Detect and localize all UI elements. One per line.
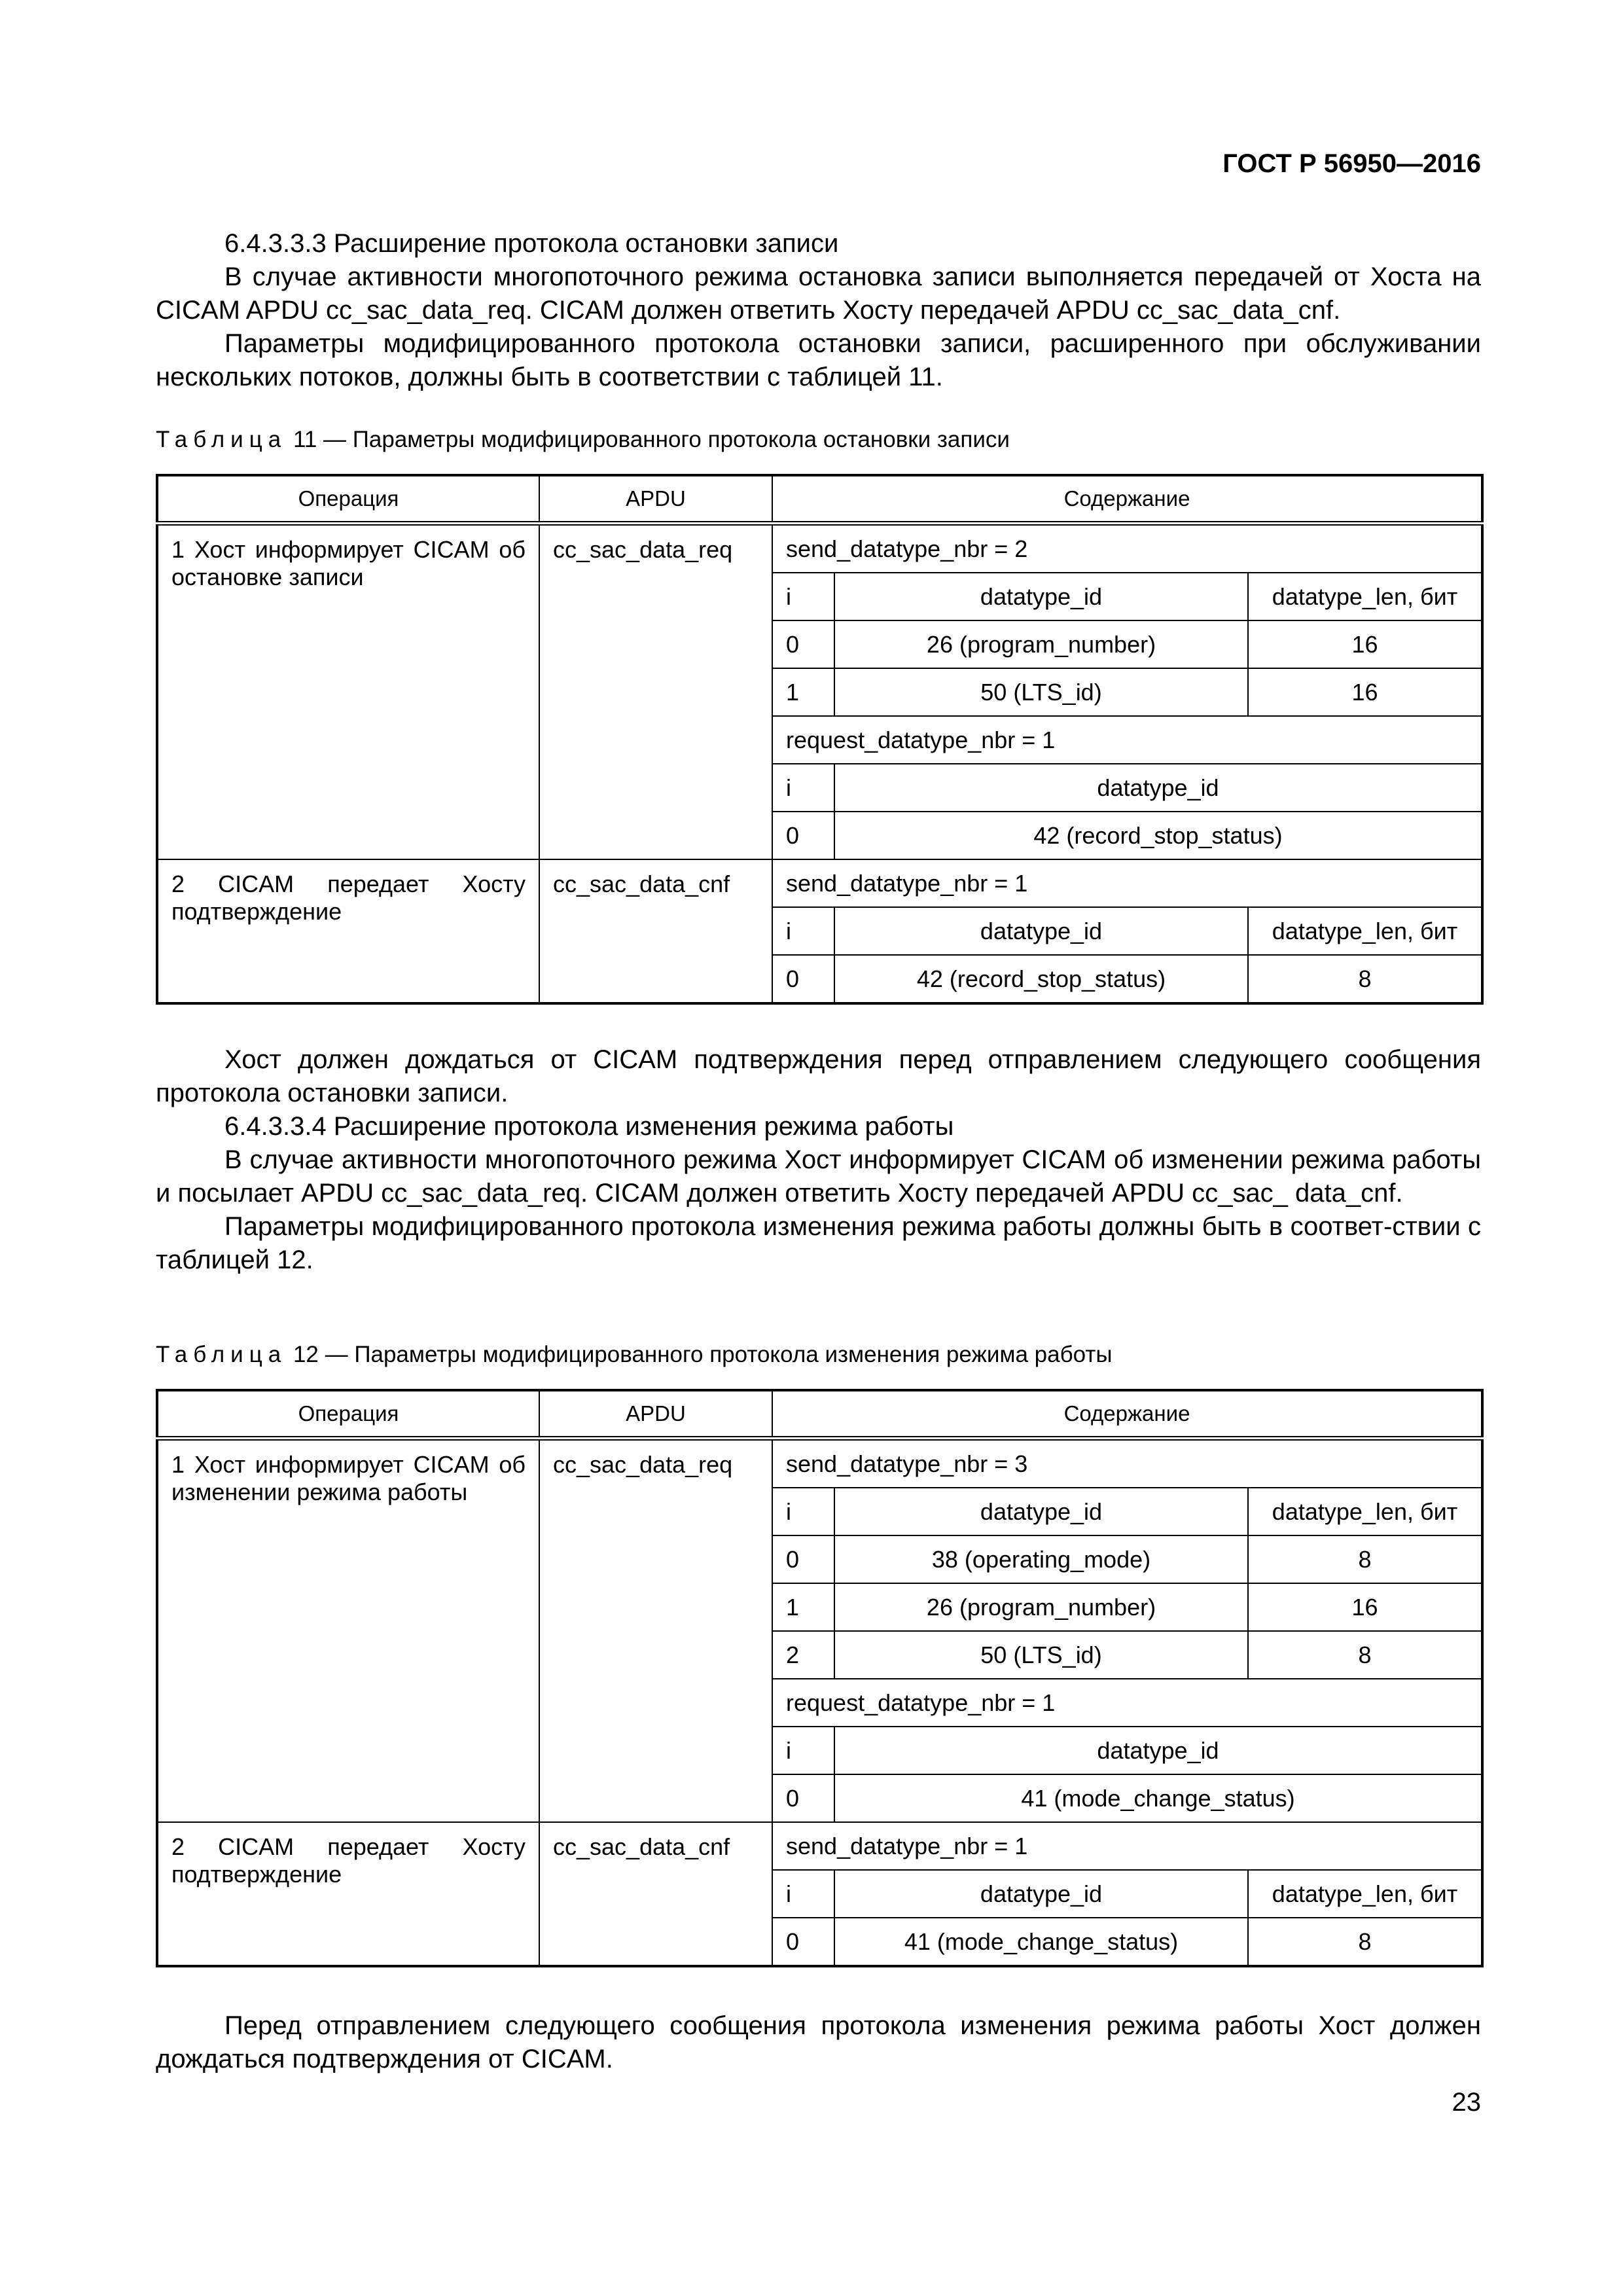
index-cell: 0	[772, 1918, 834, 1966]
apdu-cell: cc_sac_data_cnf	[539, 1822, 772, 1966]
index-cell: i	[772, 573, 834, 620]
operation-cell: 2 CICAM передает Хосту подтверждение	[157, 1822, 539, 1966]
section-title: 6.4.3.3.3 Расширение протокола остановки записи	[224, 229, 839, 258]
paragraph: В случае активности многопоточного режима остановка записи выполняется передачей от Хоста на CICAM APDU cc_sac_data_req. CICAM должен ответить Хосту передачей APDU cc_sac_data_cnf.	[156, 262, 1481, 325]
datatype-len-cell: 16	[1248, 1583, 1482, 1631]
index-cell: i	[772, 1870, 834, 1918]
content-param-cell: send_datatype_nbr = 3	[772, 1439, 1482, 1488]
caption-label: Таблица	[156, 1342, 287, 1367]
datatype-id-cell: 50 (LTS_id)	[834, 668, 1248, 716]
paragraph: Параметры модифицированного протокола изменения режима работы должны быть в соответ-ствии с таблицей 12.	[156, 1212, 1481, 1274]
datatype-id-cell: 50 (LTS_id)	[834, 1631, 1248, 1679]
datatype-id-cell: 41 (mode_change_status)	[834, 1918, 1248, 1966]
datatype-id-cell: datatype_id	[834, 1870, 1248, 1918]
paragraph: В случае активности многопоточного режима Хост информирует CICAM об изменении режима работы и посылает APDU cc_sac_data_req. CICAM должен ответить Хосту передачей APDU cc_sac_ data_cnf.	[156, 1145, 1481, 1208]
datatype-len-cell: datatype_len, бит	[1248, 1870, 1482, 1918]
index-cell: 1	[772, 668, 834, 716]
header-operation: Операция	[157, 475, 539, 524]
datatype-len-cell: 16	[1248, 620, 1482, 668]
table-11-caption	[156, 425, 1481, 454]
index-cell: i	[772, 907, 834, 955]
document-id-header: ГОСТ Р 56950—2016	[1222, 149, 1481, 178]
index-cell: 0	[772, 812, 834, 859]
header-row	[157, 1390, 1482, 1439]
content-param-cell: request_datatype_nbr = 1	[772, 1679, 1482, 1727]
operation-cell: 1 Хост информирует CICAM об изменении режима работы	[157, 1439, 539, 1823]
index-cell: 1	[772, 1583, 834, 1631]
index-cell: i	[772, 1488, 834, 1535]
datatype-len-cell: 8	[1248, 1631, 1482, 1679]
closing-section	[156, 2009, 1481, 2076]
section-title: 6.4.3.3.4 Расширение протокола изменения режима работы	[224, 1112, 954, 1141]
content-param-cell: request_datatype_nbr = 1	[772, 716, 1482, 764]
datatype-len-cell: 8	[1248, 1918, 1482, 1966]
datatype-len-cell: datatype_len, бит	[1248, 907, 1482, 955]
paragraph: Перед отправлением следующего сообщения протокола изменения режима работы Хост должен дождаться подтверждения от CICAM.	[156, 2011, 1481, 2073]
header-operation: Операция	[157, 1390, 539, 1439]
index-cell: 0	[772, 1774, 834, 1822]
table-12-wrap	[156, 1389, 1481, 1967]
index-cell: 2	[772, 1631, 834, 1679]
datatype-id-cell: 41 (mode_change_status)	[834, 1774, 1482, 1822]
operation-cell: 2 CICAM передает Хосту подтверждение	[157, 859, 539, 1003]
datatype-id-cell: datatype_id	[834, 573, 1248, 620]
datatype-len-cell: datatype_len, бит	[1248, 573, 1482, 620]
table-row	[157, 1439, 1482, 1488]
apdu-cell: cc_sac_data_cnf	[539, 859, 772, 1003]
datatype-id-cell: datatype_id	[834, 907, 1248, 955]
content-param-cell: send_datatype_nbr = 1	[772, 859, 1482, 907]
datatype-id-cell: 38 (operating_mode)	[834, 1535, 1248, 1583]
index-cell: i	[772, 764, 834, 812]
header-apdu: APDU	[539, 1390, 772, 1439]
table-row	[157, 524, 1482, 573]
paragraph: Хост должен дождаться от CICAM подтверждения перед отправлением следующего сообщения протокола остановки записи.	[156, 1045, 1481, 1107]
index-cell: 0	[772, 955, 834, 1003]
datatype-len-cell: 16	[1248, 668, 1482, 716]
table-row	[157, 859, 1482, 907]
caption-text: 11 — Параметры модифицированного протокола остановки записи	[287, 427, 1010, 452]
index-cell: i	[772, 1727, 834, 1774]
caption-text: 12 — Параметры модифицированного протокола изменения режима работы	[287, 1342, 1113, 1367]
table-12	[156, 1389, 1484, 1967]
header-row	[157, 475, 1482, 524]
table-11	[156, 474, 1484, 1005]
table-12-caption	[156, 1340, 1481, 1369]
section-6-4-3-3-4	[156, 1043, 1481, 1277]
content-param-cell: send_datatype_nbr = 1	[772, 1822, 1482, 1870]
datatype-id-cell: 26 (program_number)	[834, 1583, 1248, 1631]
index-cell: 0	[772, 620, 834, 668]
datatype-id-cell: datatype_id	[834, 1727, 1482, 1774]
datatype-len-cell: datatype_len, бит	[1248, 1488, 1482, 1535]
header-content: Содержание	[772, 1390, 1482, 1439]
table-11-wrap	[156, 474, 1481, 1005]
caption-label: Таблица	[156, 427, 287, 452]
paragraph: Параметры модифицированного протокола остановки записи, расширенного при обслуживании нескольких потоков, должны быть в соответствии с таблицей 11.	[156, 329, 1481, 391]
apdu-cell: cc_sac_data_req	[539, 524, 772, 860]
operation-cell: 1 Хост информирует CICAM об остановке записи	[157, 524, 539, 860]
datatype-id-cell: 42 (record_stop_status)	[834, 955, 1248, 1003]
datatype-id-cell: 42 (record_stop_status)	[834, 812, 1482, 859]
table-row	[157, 1822, 1482, 1870]
datatype-len-cell: 8	[1248, 955, 1482, 1003]
page-number: 23	[1452, 2088, 1481, 2117]
datatype-id-cell: datatype_id	[834, 764, 1482, 812]
header-apdu: APDU	[539, 475, 772, 524]
datatype-id-cell: 26 (program_number)	[834, 620, 1248, 668]
datatype-id-cell: datatype_id	[834, 1488, 1248, 1535]
section-6-4-3-3-3	[156, 227, 1481, 394]
apdu-cell: cc_sac_data_req	[539, 1439, 772, 1823]
content-param-cell: send_datatype_nbr = 2	[772, 524, 1482, 573]
datatype-len-cell: 8	[1248, 1535, 1482, 1583]
header-content: Содержание	[772, 475, 1482, 524]
index-cell: 0	[772, 1535, 834, 1583]
